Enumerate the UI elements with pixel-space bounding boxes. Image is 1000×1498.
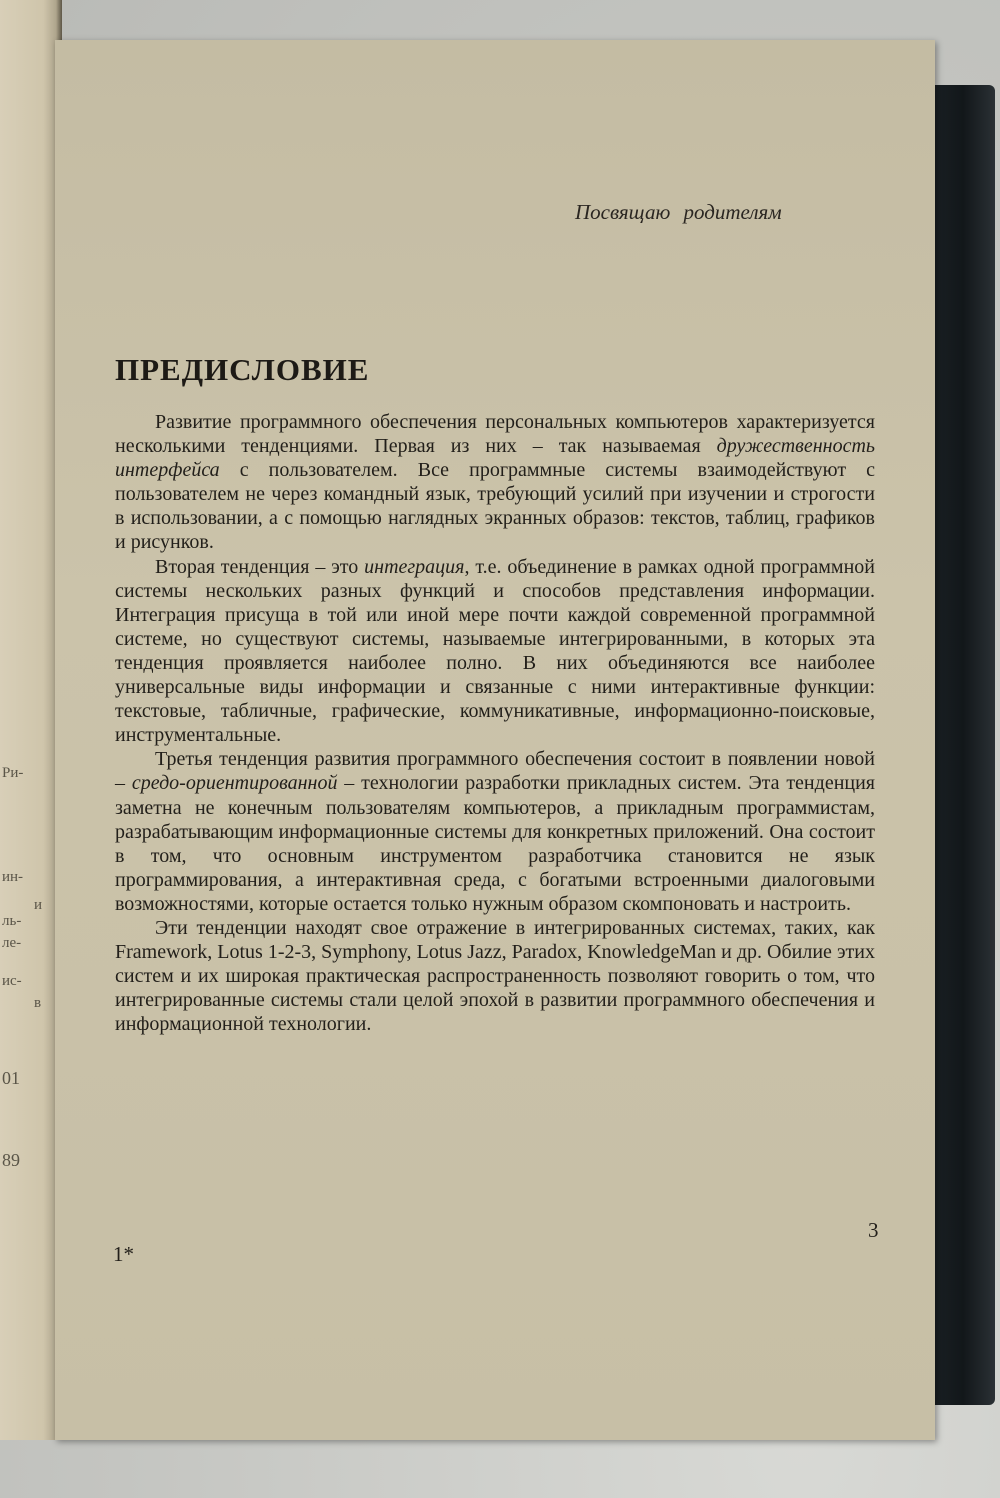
margin-fragment: 01 (2, 1068, 20, 1088)
emphasis-text: интеграция (364, 555, 465, 578)
paragraph: Эти тенденции находят свое отражение в интегрированных системах, таких, как Framework, Lotus 1-2-3, Symphony, Lotus Jazz, Paradox, KnowledgeMan и др. Обилие этих систем и их широкая практическая распространенность позволяют говорить о том, что интегрированные системы стали целой эпохой в развитии программного обеспечения и информационной технологии. (115, 916, 875, 1036)
page-title: ПРЕДИСЛОВИЕ (115, 352, 370, 387)
margin-fragment: ле- (2, 935, 22, 951)
margin-fragment: ин- (2, 869, 24, 885)
previous-page-edge (0, 0, 62, 1440)
margin-fragment: Ри- (2, 765, 24, 781)
margin-fragment: ль- (2, 913, 22, 929)
margin-fragment: и (34, 897, 43, 913)
emphasis-text: дружественность интерфейса (115, 435, 875, 482)
preface-body (115, 410, 875, 1036)
dedication: Посвящаю родителям (575, 200, 782, 224)
paragraph: Третья тенденция развития программного обеспечения состоит в появлении новой – средо-ориентированной – технологии разработки прикладных систем. Эта тенденция заметна не конечным пользователям компьютеров, а прикладным программистам, разрабатывающим информационные системы для конкретных приложений. Она состоит в том, что основным инструментом разработчика становится не язык программирования, а интерактивная среда, с богатыми встроенными диалоговыми возможностями, которые остается только нужным образом скомпоновать и настроить. (115, 748, 875, 915)
paragraph: Развитие программного обеспечения персональных компьютеров характеризуется несколькими тенденциями. Первая из них – так называемая дружественность интерфейса с пользователем. Все программные системы взаимодействуют с пользователем не через командный язык, требующий усилий при изучении и строгости в использовании, а с помощью наглядных экранных образов: текстов, таблиц, графиков и рисунков. (115, 411, 875, 554)
margin-fragment: ис- (2, 973, 22, 989)
signature-mark: 1* (113, 1242, 134, 1266)
emphasis-text: средо-ориентированной (131, 772, 338, 795)
margin-fragment: 89 (2, 1150, 20, 1170)
margin-fragment: в (34, 995, 42, 1011)
page-number: 3 (868, 1218, 879, 1242)
paragraph: Вторая тенденция – это интеграция, т.е. объединение в рамках одной программной системы нескольких разных функций и способов представления информации. Интеграция присуща в той или иной мере почти каждой современной программной системе, но существуют системы, называемые интегрированными, в которых эта тенденция проявляется наиболее полно. В них объединяются все наиболее универсальные виды информации и связанные с ними интерактивные функции: текстовые, табличные, графические, коммуникативные, информационно-поисковые, инструментальные. (115, 555, 875, 747)
